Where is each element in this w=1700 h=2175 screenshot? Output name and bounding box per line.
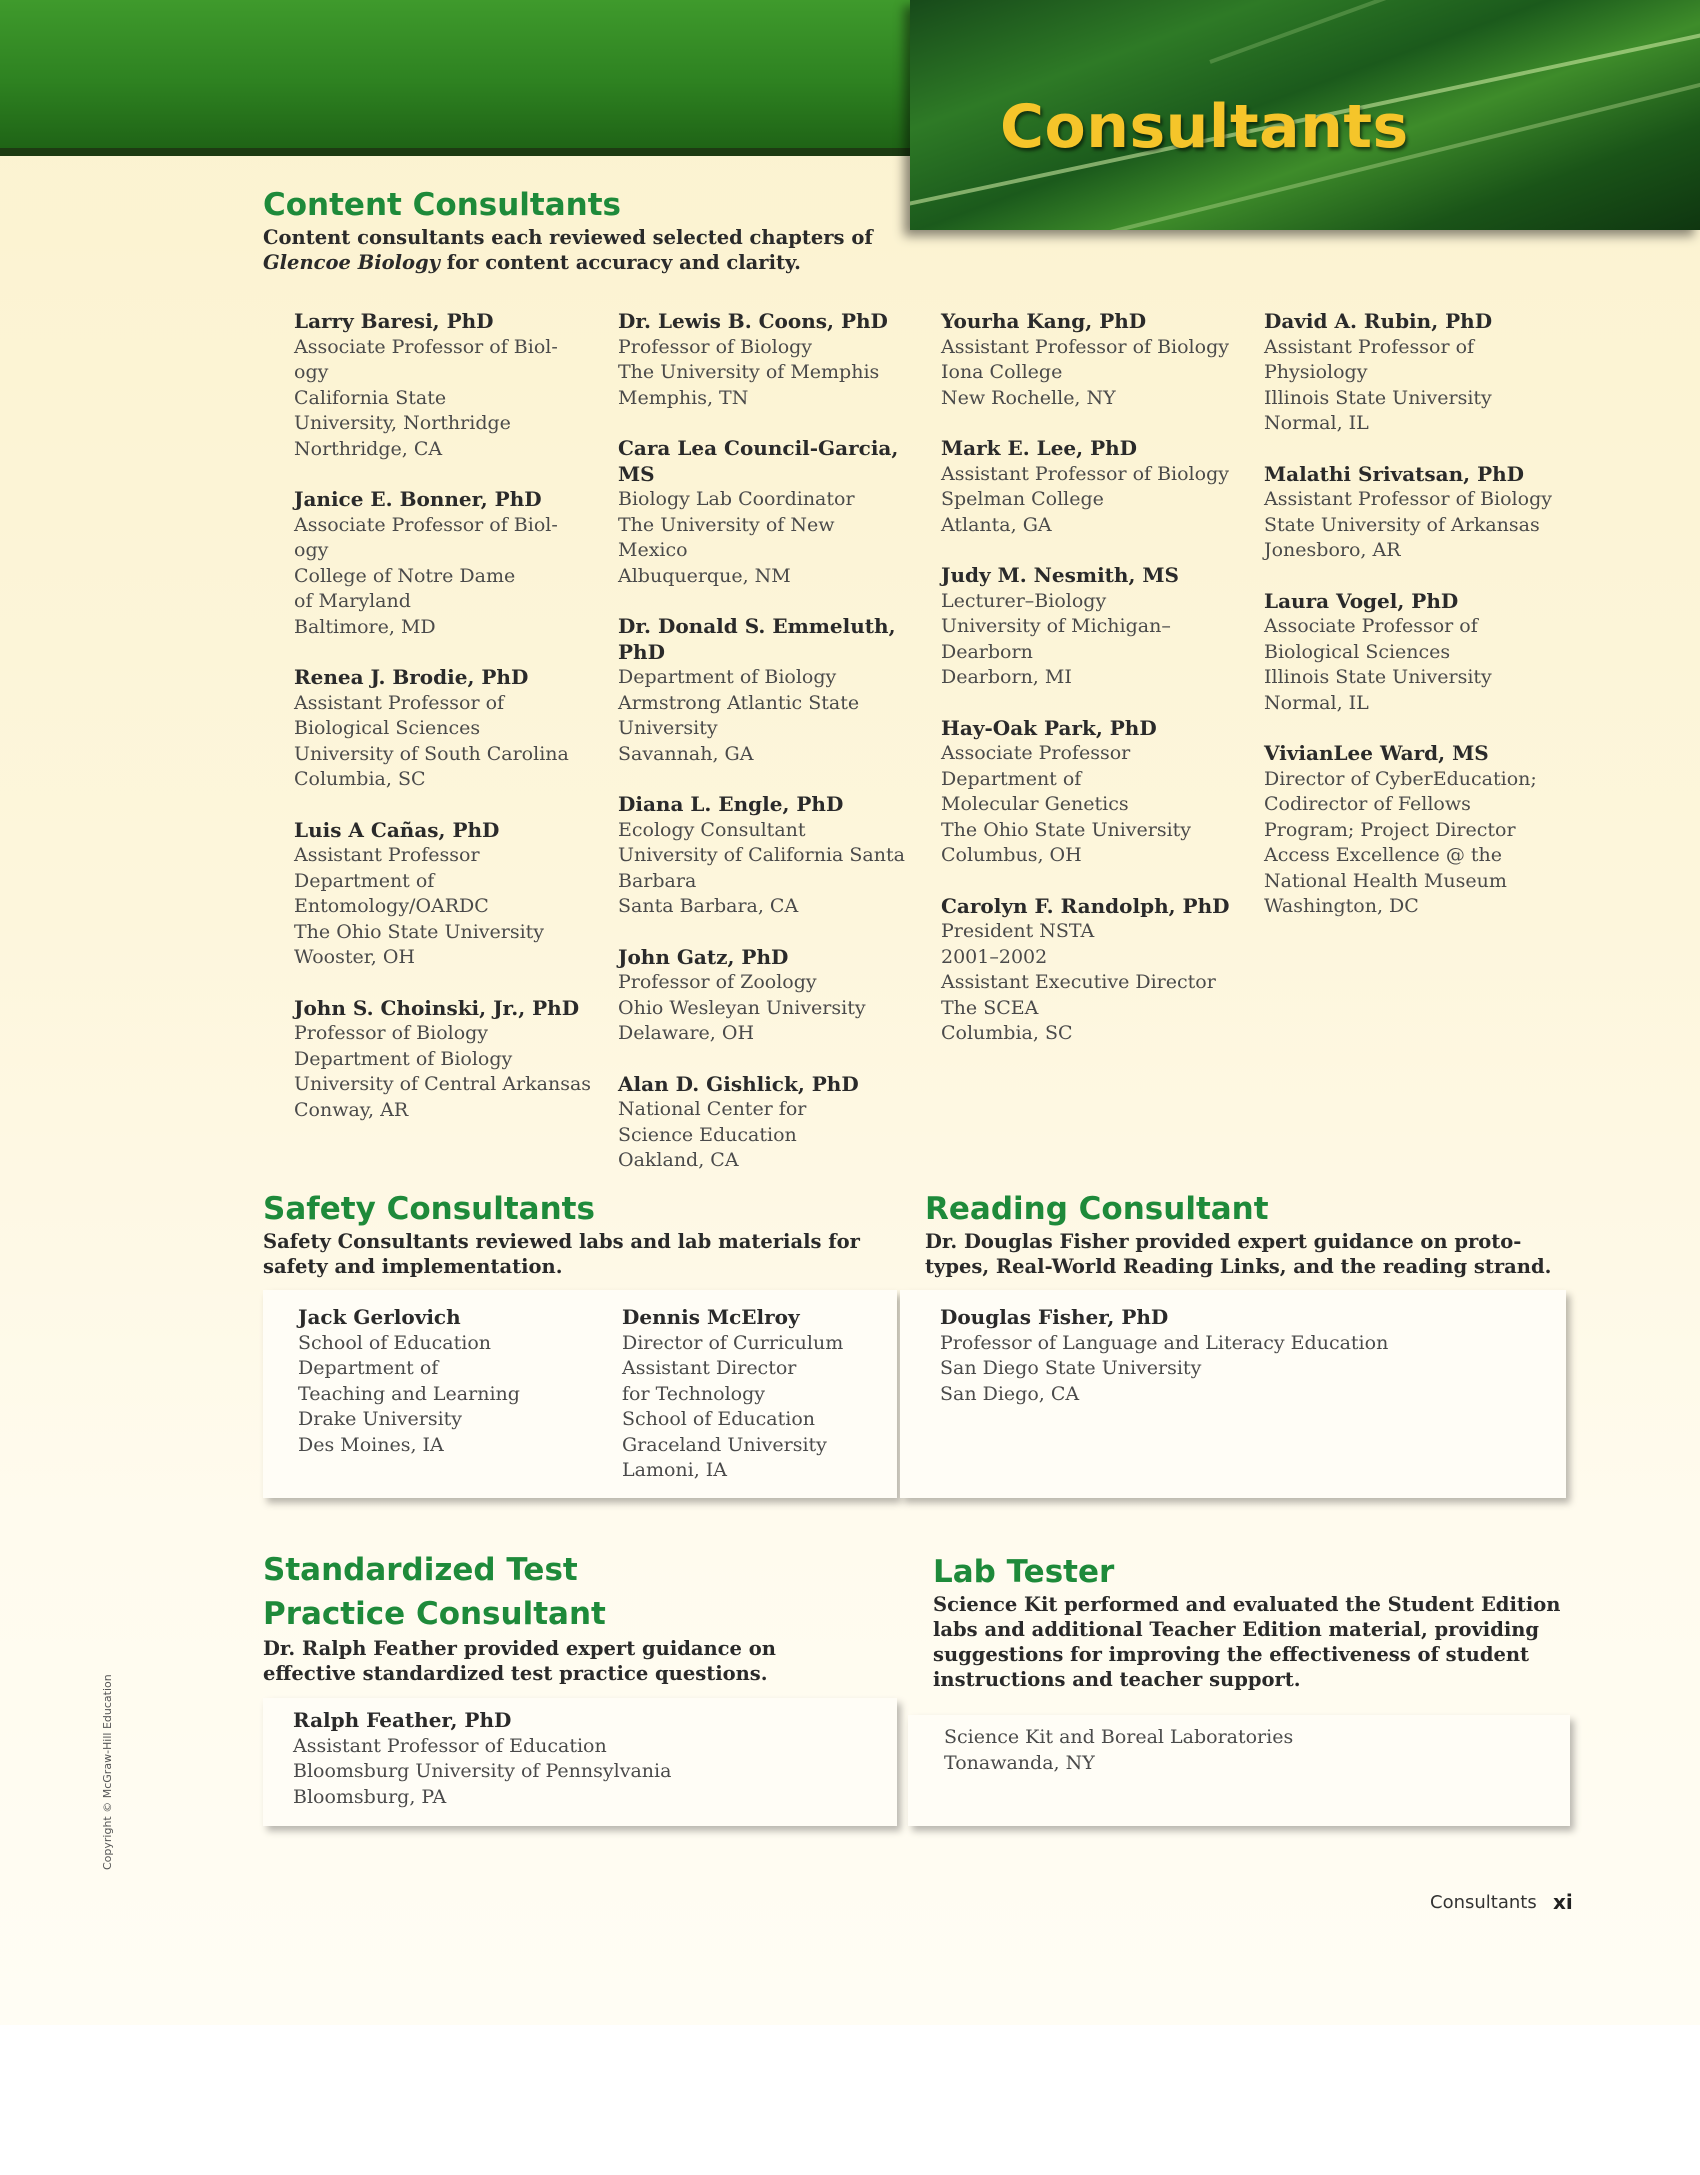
consultant-detail-line: College of Notre Dame bbox=[294, 564, 516, 587]
consultant-detail-line: Conway, AR bbox=[294, 1098, 409, 1121]
consultant-detail-line: Biology Lab Coordinator bbox=[618, 488, 855, 510]
consultant-detail-line: Washington, DC bbox=[1264, 895, 1419, 917]
consultant-detail-line: Santa Barbara, CA bbox=[618, 895, 799, 917]
consultant-name: Ralph Feather, PhD bbox=[293, 1708, 512, 1732]
consultant-entry bbox=[1264, 462, 1574, 564]
consultant-detail-line: Bloomsburg, PA bbox=[293, 1785, 447, 1808]
consultant-detail-line: The Ohio State University bbox=[294, 920, 545, 943]
consultant-detail-line: California State bbox=[294, 386, 447, 409]
consultant-detail-line: Department of bbox=[298, 1357, 439, 1379]
consultant-detail-line: Associate Professor of Biol- bbox=[294, 513, 558, 536]
consultant-name: Douglas Fisher, PhD bbox=[940, 1305, 1169, 1329]
reading-person bbox=[940, 1305, 1540, 1432]
safety-person-2 bbox=[622, 1305, 932, 1509]
test-consultant-intro: Dr. Ralph Feather provided expert guidance on effective standardized test practice questions. bbox=[263, 1637, 776, 1685]
consultant-detail-line: Illinois State University bbox=[1264, 386, 1492, 409]
consultant-name: David A. Rubin, PhD bbox=[1264, 309, 1493, 333]
consultant-detail-line: Lecturer–Biology bbox=[941, 589, 1107, 612]
content-consultants-heading: Content Consultants bbox=[263, 187, 621, 223]
consultant-detail-line: Northridge, CA bbox=[294, 437, 443, 460]
consultant-detail-line: New Rochelle, NY bbox=[941, 386, 1116, 409]
consultant-detail-line: Assistant Professor of bbox=[1264, 335, 1475, 358]
consultant-detail-line: Columbia, SC bbox=[294, 768, 426, 790]
consultant-detail-line: Entomology/OARDC bbox=[294, 895, 489, 917]
content-consultants-intro: Content consultants each reviewed selected chapters of Glencoe Biology for content accuracy and clarity. bbox=[263, 226, 873, 274]
consultant-detail-line: San Diego State University bbox=[940, 1357, 1202, 1379]
consultant-detail-line: School of Education bbox=[622, 1408, 816, 1430]
consultant-detail-line: Associate Professor of Biol- bbox=[294, 335, 558, 358]
reading-box bbox=[900, 1290, 1566, 1498]
consultant-name: Malathi Srivatsan, PhD bbox=[1264, 461, 1524, 486]
consultant-name: VivianLee Ward, MS bbox=[1264, 741, 1489, 765]
consultant-name: John S. Choinski, Jr., PhD bbox=[294, 995, 580, 1020]
consultant-detail-line: Science Kit and Boreal Laboratories bbox=[944, 1726, 1294, 1748]
consultant-entry bbox=[618, 792, 928, 920]
consultant-detail-line: Associate Professor bbox=[941, 742, 1131, 764]
consultant-detail-line: Assistant Professor of Biology bbox=[941, 462, 1229, 485]
consultant-entry bbox=[618, 614, 928, 767]
consultant-detail-line: National Health Museum bbox=[1264, 869, 1507, 892]
consultant-detail-line: Department of bbox=[941, 767, 1082, 790]
safety-person-1 bbox=[298, 1305, 608, 1483]
consultant-detail-line: Illinois State University bbox=[1264, 666, 1492, 688]
test-box bbox=[263, 1698, 897, 1826]
reading-consultant-intro: Dr. Douglas Fisher provided expert guidance on proto-types, Real-World Reading Links, and the reading strand. bbox=[925, 1230, 1552, 1278]
safety-box bbox=[263, 1290, 897, 1498]
consultant-detail-line: Spelman College bbox=[941, 488, 1104, 510]
test-consultant-heading-line1: Standardized Test bbox=[263, 1552, 578, 1588]
consultant-detail-line: School of Education bbox=[298, 1331, 492, 1354]
consultant-name: Carolyn F. Randolph, PhD bbox=[941, 893, 1230, 918]
consultant-detail-line: Physiology bbox=[1264, 361, 1368, 383]
consultant-detail-line: Director of Curriculum bbox=[622, 1331, 844, 1354]
consultant-detail-line: Armstrong Atlantic State bbox=[618, 691, 860, 714]
consultant-detail-line: Associate Professor of bbox=[1264, 615, 1478, 637]
consultant-entry bbox=[1264, 309, 1574, 437]
consultant-detail-line: Iona College bbox=[941, 361, 1063, 383]
consultant-detail-line: University, Northridge bbox=[294, 412, 511, 434]
lab-tester-details bbox=[944, 1725, 1544, 1801]
consultant-name: Janice E. Bonner, PhD bbox=[294, 487, 542, 511]
consultant-detail-line: of Maryland bbox=[294, 590, 411, 612]
consultant-detail-line: Baltimore, MD bbox=[294, 615, 436, 638]
consultant-detail-line: Jonesboro, AR bbox=[1264, 539, 1401, 561]
consultant-name: Yourha Kang, PhD bbox=[941, 309, 1147, 333]
consultant-name: Hay-Oak Park, PhD bbox=[941, 715, 1157, 740]
consultant-entry bbox=[940, 1305, 1540, 1407]
footer-label: Consultants bbox=[1430, 1892, 1537, 1913]
consultant-detail-line: Mexico bbox=[618, 539, 688, 561]
consultant-detail-line: Department of Biology bbox=[618, 666, 837, 688]
consultant-name: Judy M. Nesmith, MS bbox=[941, 563, 1179, 587]
consultant-column-1 bbox=[294, 309, 604, 1148]
consultant-detail-line: Memphis, TN bbox=[618, 386, 749, 409]
consultant-detail-line: University of California Santa bbox=[618, 844, 905, 866]
consultant-name: Renea J. Brodie, PhD bbox=[294, 665, 529, 689]
consultant-detail-line: Drake University bbox=[298, 1408, 463, 1430]
consultant-detail-line: Access Excellence @ the bbox=[1264, 844, 1502, 866]
consultant-detail-line: Assistant Professor of Education bbox=[293, 1734, 607, 1757]
consultant-entry bbox=[618, 1072, 928, 1174]
consultant-detail-line: Dearborn bbox=[941, 640, 1033, 663]
consultant-detail-line: Des Moines, IA bbox=[298, 1433, 444, 1456]
consultant-detail-line: President NSTA bbox=[941, 920, 1095, 942]
consultant-name: Cara Lea Council-Garcia, MS bbox=[618, 436, 899, 486]
consultant-entry bbox=[941, 563, 1251, 691]
reading-consultant-heading: Reading Consultant bbox=[925, 1191, 1269, 1227]
consultant-name: Jack Gerlovich bbox=[298, 1305, 461, 1329]
lab-tester-intro: Science Kit performed and evaluated the Student Edition labs and additional Teacher Edition material, providing suggestions for improving the effectiveness of student instructions and teacher support. bbox=[933, 1593, 1561, 1691]
consultant-name: Dennis McElroy bbox=[622, 1305, 800, 1329]
consultant-entry bbox=[944, 1725, 1544, 1776]
consultant-name: John Gatz, PhD bbox=[618, 944, 789, 969]
consultant-column-4 bbox=[1264, 309, 1574, 945]
consultant-detail-line: Assistant Professor of Biology bbox=[1264, 488, 1552, 510]
consultant-entry bbox=[618, 436, 928, 589]
consultant-detail-line: Normal, IL bbox=[1264, 412, 1369, 434]
consultant-name: Dr. Lewis B. Coons, PhD bbox=[618, 309, 888, 333]
consultant-detail-line: Director of CyberEducation; bbox=[1264, 767, 1537, 790]
consultant-detail-line: Teaching and Learning bbox=[298, 1382, 520, 1405]
consultant-name: Luis A Cañas, PhD bbox=[294, 817, 500, 842]
consultant-entry bbox=[941, 894, 1251, 1047]
consultant-detail-line: ogy bbox=[294, 539, 329, 561]
consultant-detail-line: Assistant Professor of bbox=[294, 691, 505, 714]
lab-box bbox=[908, 1715, 1570, 1826]
consultant-entry bbox=[941, 436, 1251, 538]
consultant-detail-line: The Ohio State University bbox=[941, 818, 1192, 841]
consultant-detail-line: for Technology bbox=[622, 1382, 766, 1405]
consultant-detail-line: University of South Carolina bbox=[294, 742, 569, 765]
consultant-entry bbox=[1264, 741, 1574, 920]
consultant-entry bbox=[941, 309, 1251, 411]
consultant-detail-line: Delaware, OH bbox=[618, 1022, 755, 1044]
consultant-detail-line: Professor of Language and Literacy Education bbox=[940, 1331, 1389, 1354]
consultant-detail-line: Professor of Biology bbox=[618, 335, 813, 358]
consultant-entry bbox=[618, 945, 928, 1047]
consultant-detail-line: 2001–2002 bbox=[941, 945, 1048, 968]
consultant-detail-line: Columbus, OH bbox=[941, 844, 1082, 866]
consultant-detail-line: Savannah, GA bbox=[618, 742, 754, 765]
consultant-entry bbox=[293, 1708, 873, 1810]
consultant-detail-line: University of Michigan– bbox=[941, 615, 1171, 637]
consultant-detail-line: National Center for bbox=[618, 1098, 807, 1120]
test-person bbox=[293, 1708, 873, 1835]
consultant-name: Dr. Donald S. Emmeluth, PhD bbox=[618, 614, 896, 664]
consultant-entry bbox=[294, 996, 604, 1124]
consultant-detail-line: Tonawanda, NY bbox=[944, 1751, 1095, 1774]
consultant-entry bbox=[1264, 589, 1574, 717]
consultant-name: Larry Baresi, PhD bbox=[294, 309, 494, 333]
consultant-detail-line: Wooster, OH bbox=[294, 946, 415, 968]
consultant-detail-line: Bloomsburg University of Pennsylvania bbox=[293, 1760, 672, 1782]
consultant-entry bbox=[298, 1305, 608, 1458]
consultant-entry bbox=[622, 1305, 932, 1484]
consultant-detail-line: University of Central Arkansas bbox=[294, 1073, 592, 1095]
consultant-name: Diana L. Engle, PhD bbox=[618, 792, 844, 816]
consultant-name: Alan D. Gishlick, PhD bbox=[618, 1071, 859, 1096]
consultant-detail-line: Professor of Biology bbox=[294, 1022, 489, 1044]
consultant-entry bbox=[618, 309, 928, 411]
consultant-detail-line: Albuquerque, NM bbox=[618, 564, 791, 587]
consultant-detail-line: Barbara bbox=[618, 869, 697, 892]
consultant-detail-line: Dearborn, MI bbox=[941, 666, 1072, 688]
consultant-detail-line: Molecular Genetics bbox=[941, 793, 1129, 815]
consultant-detail-line: Assistant Professor of Biology bbox=[941, 335, 1229, 358]
consultant-detail-line: Biological Sciences bbox=[294, 717, 481, 739]
consultant-detail-line: Ecology Consultant bbox=[618, 818, 806, 841]
consultant-detail-line: Normal, IL bbox=[1264, 691, 1369, 714]
consultant-detail-line: Graceland University bbox=[622, 1433, 827, 1456]
test-consultant-heading-line2: Practice Consultant bbox=[263, 1596, 606, 1632]
consultant-detail-line: Assistant Director bbox=[622, 1357, 797, 1379]
safety-consultants-heading: Safety Consultants bbox=[263, 1191, 595, 1227]
consultant-column-2 bbox=[618, 309, 928, 1199]
consultant-detail-line: Lamoni, IA bbox=[622, 1459, 728, 1481]
consultant-entry bbox=[294, 309, 604, 462]
consultant-detail-line: Science Education bbox=[618, 1123, 797, 1146]
consultant-detail-line: Columbia, SC bbox=[941, 1022, 1073, 1044]
safety-consultants-intro: Safety Consultants reviewed labs and lab materials for safety and implementation. bbox=[263, 1230, 860, 1278]
consultant-detail-line: Oakland, CA bbox=[618, 1149, 739, 1171]
page-number: xi bbox=[1553, 1890, 1573, 1914]
consultant-detail-line: State University of Arkansas bbox=[1264, 513, 1540, 536]
consultant-name: Laura Vogel, PhD bbox=[1264, 588, 1459, 613]
lab-tester-heading: Lab Tester bbox=[933, 1554, 1115, 1590]
consultant-detail-line: The University of Memphis bbox=[618, 361, 880, 383]
consultant-detail-line: The SCEA bbox=[941, 996, 1039, 1019]
consultant-detail-line: Biological Sciences bbox=[1264, 640, 1451, 663]
consultant-detail-line: Program; Project Director bbox=[1264, 818, 1516, 841]
header-band bbox=[0, 0, 920, 156]
copyright-notice: Copyright © McGraw-Hill Education bbox=[101, 1674, 114, 1870]
consultant-detail-line: Department of Biology bbox=[294, 1047, 513, 1070]
consultant-name: Mark E. Lee, PhD bbox=[941, 436, 1137, 460]
consultant-entry bbox=[941, 716, 1251, 869]
consultant-detail-line: Assistant Professor bbox=[294, 844, 480, 866]
consultant-detail-line: Department of bbox=[294, 869, 435, 892]
consultant-detail-line: University bbox=[618, 717, 718, 739]
consultant-entry bbox=[294, 818, 604, 971]
consultant-detail-line: The University of New bbox=[618, 513, 835, 536]
consultant-detail-line: San Diego, CA bbox=[940, 1382, 1080, 1405]
consultant-entry bbox=[294, 487, 604, 640]
consultant-detail-line: Atlanta, GA bbox=[941, 513, 1052, 536]
consultant-detail-line: ogy bbox=[294, 361, 329, 383]
consultant-detail-line: Ohio Wesleyan University bbox=[618, 996, 866, 1019]
consultant-detail-line: Assistant Executive Director bbox=[941, 971, 1216, 993]
consultant-column-3 bbox=[941, 309, 1251, 1072]
consultant-detail-line: Professor of Zoology bbox=[618, 971, 817, 993]
page-title: Consultants bbox=[1000, 92, 1409, 162]
consultant-entry bbox=[294, 665, 604, 793]
consultant-detail-line: Codirector of Fellows bbox=[1264, 793, 1471, 815]
